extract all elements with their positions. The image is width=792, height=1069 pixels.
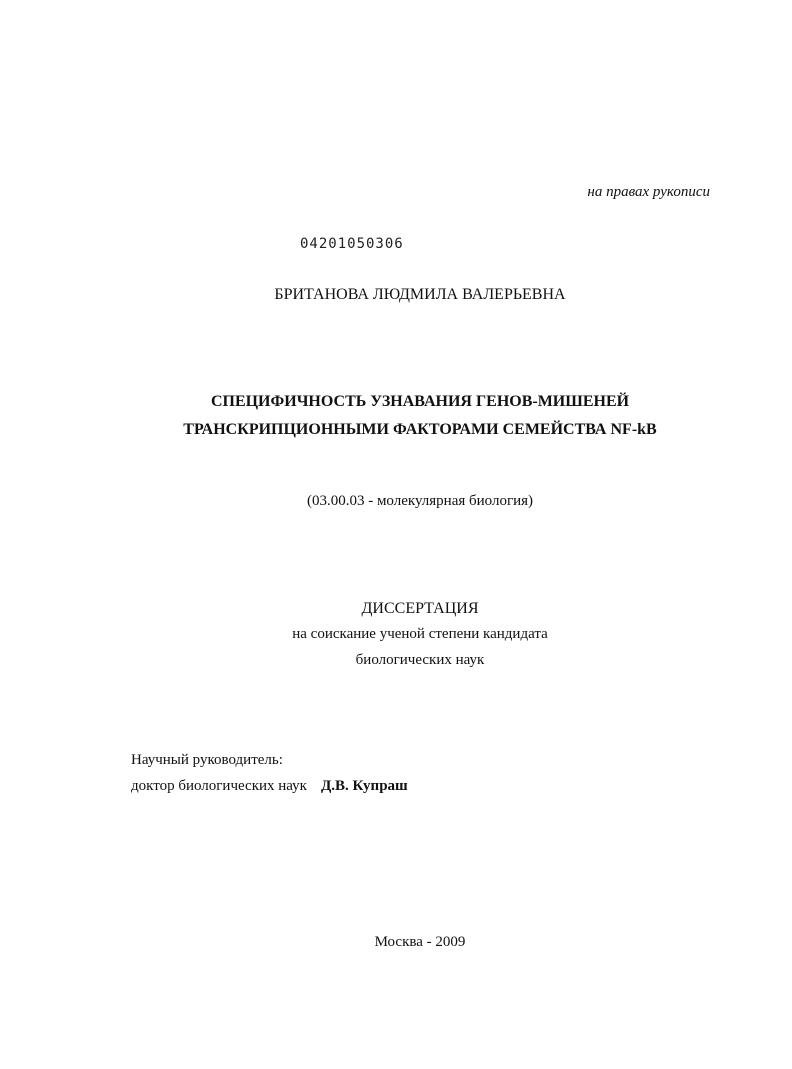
- registration-code: 04201050306: [300, 236, 404, 252]
- author-name: БРИТАНОВА ЛЮДМИЛА ВАЛЕРЬЕВНА: [274, 286, 566, 303]
- title-line-2: ТРАНСКРИПЦИОННЫМИ ФАКТОРАМИ СЕМЕЙСТВА NF-kB: [183, 421, 657, 438]
- dissertation-heading: ДИССЕРТАЦИЯ: [361, 600, 479, 617]
- supervisor-name: Д.В. Купраш: [320, 778, 408, 794]
- degree-line-2: биологических наук: [355, 652, 485, 668]
- place-year: Москва - 2009: [374, 934, 466, 950]
- supervisor-line: [131, 778, 408, 795]
- dissertation-title: [0, 388, 792, 444]
- title-line-1: СПЕЦИФИЧНОСТЬ УЗНАВАНИЯ ГЕНОВ-МИШЕНЕЙ: [210, 393, 630, 410]
- dissertation-block: [0, 597, 792, 673]
- degree-line-1: на соискание ученой степени кандидата: [292, 626, 548, 642]
- supervisor-degree: доктор биологических наук: [131, 778, 307, 794]
- rights-notice: на правах рукописи: [587, 184, 710, 200]
- specialty-code: (03.00.03 - молекулярная биология): [306, 493, 534, 509]
- supervisor-label: Научный руководитель:: [131, 752, 283, 768]
